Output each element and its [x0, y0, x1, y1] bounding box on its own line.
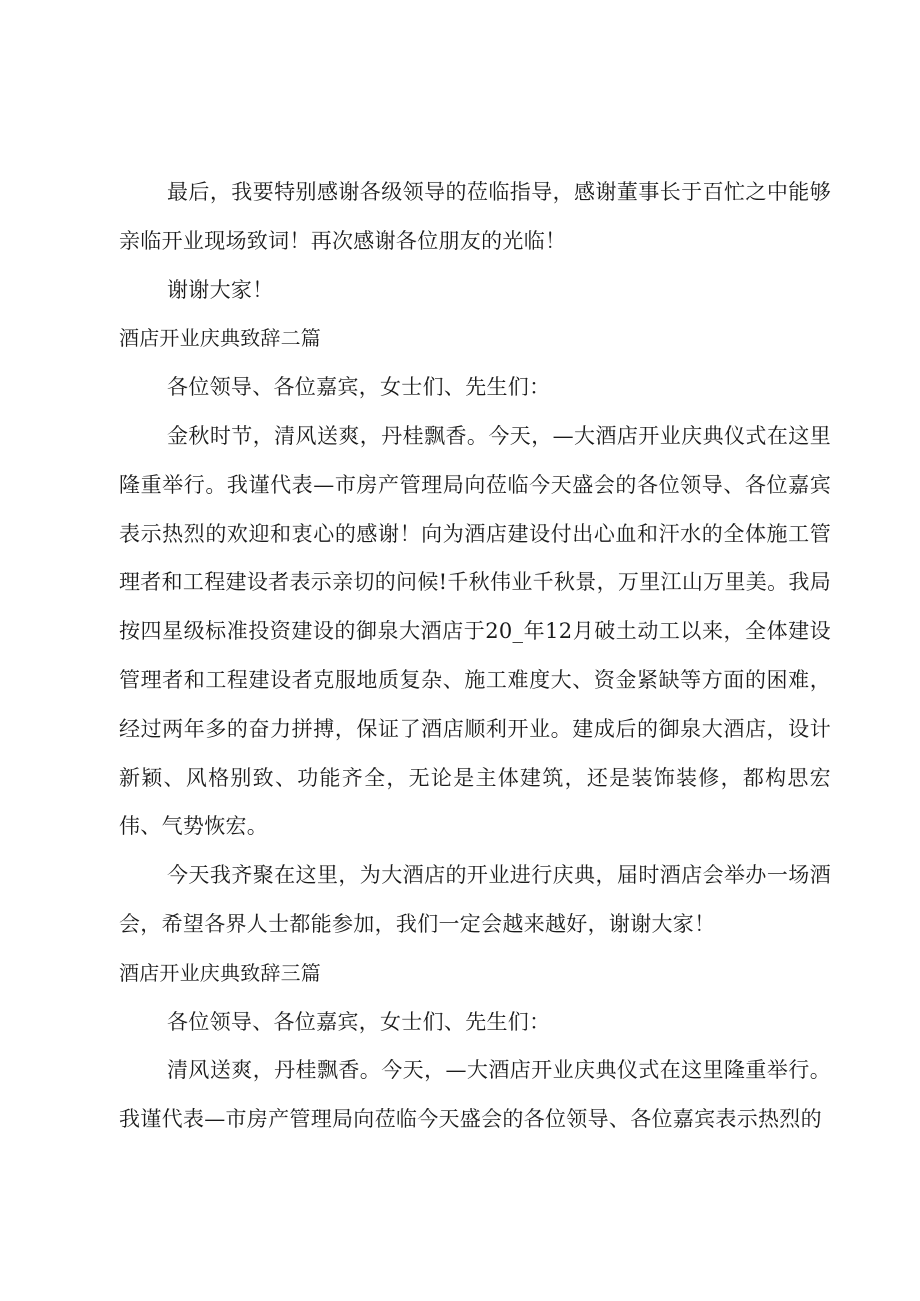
section-heading-two: 酒店开业庆典致辞二篇 — [119, 326, 321, 351]
celebration-paragraph: 今天我齐聚在这里，为大酒店的开业进行庆典，届时酒店会举办一场酒会，希望各界人士都能参加，我们一定会越来越好，谢谢大家！ — [119, 863, 831, 936]
salutation-paragraph: 各位领导、各位嘉宾，女士们、先生们： — [167, 375, 551, 400]
thank-you-line: 谢谢大家！ — [167, 277, 274, 302]
speech-opening-paragraph: 清风送爽，丹桂飘香。今天，—大酒店开业庆典仪式在这里隆重举行。我谨代表—市房产管理局向莅临今天盛会的各位领导、各位嘉宾表示热烈的 — [119, 1058, 831, 1132]
salutation-paragraph-second: 各位领导、各位嘉宾，女士们、先生们： — [167, 1009, 551, 1034]
document-body — [119, 168, 831, 1144]
closing-thanks-paragraph: 最后，我要特别感谢各级领导的莅临指导，感谢董事长于百忙之中能够亲临开业现场致词！再次感谢各位朋友的光临！ — [119, 180, 831, 253]
speech-body-paragraph: 金秋时节，清风送爽，丹桂飘香。今天，—大酒店开业庆典仪式在这里隆重举行。我谨代表—市房产管理局向莅临今天盛会的各位领导、各位嘉宾表示热烈的欢迎和衷心的感谢！向为酒店建设付出心血和汗水的全体施工管理者和工程建设者表示亲切的问候!千秋伟业千秋景，万里江山万里美。我局按四星级标准投资建设的御泉大酒店于20_年12月破土动工以来，全体建设管理者和工程建设者克服地质复杂、施工难度大、资金紧缺等方面的困难，经过两年多的奋力拼搏，保证了酒店顺利开业。建成后的御泉大酒店，设计新颖、风格别致、功能齐全，无论是主体建筑，还是装饰装修，都构思宏伟、气势恢宏。 — [119, 423, 831, 839]
section-heading-three: 酒店开业庆典致辞三篇 — [119, 960, 321, 985]
